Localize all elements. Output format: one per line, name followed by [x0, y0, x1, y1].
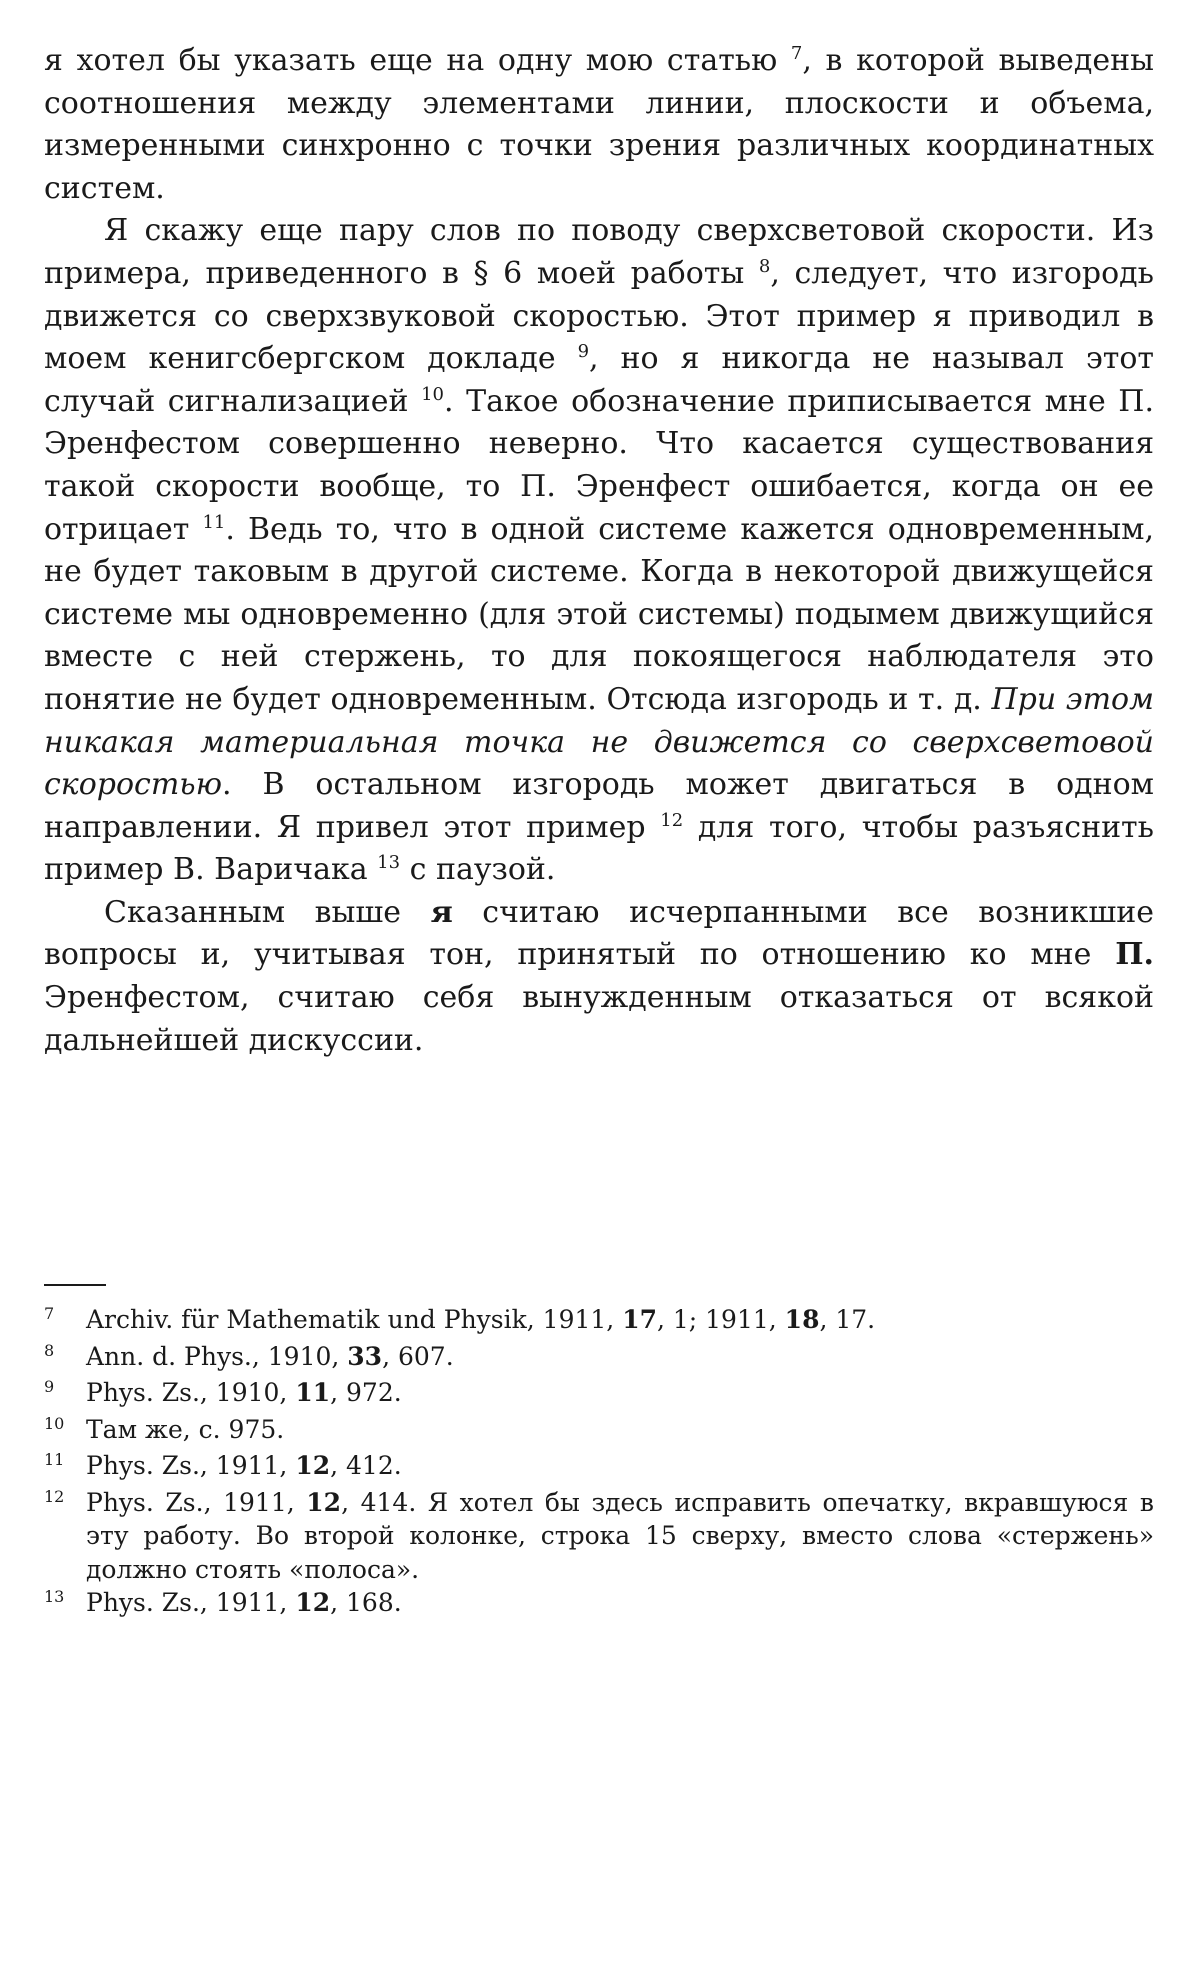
volume-number: 12	[295, 1588, 331, 1617]
footnote-13	[44, 1586, 1154, 1623]
footnote-ref-10[interactable]: 10	[421, 383, 444, 405]
volume-number: 33	[347, 1341, 383, 1371]
footnote-11	[44, 1449, 1154, 1486]
footnote-9	[44, 1376, 1154, 1413]
footnote-text	[86, 1340, 1154, 1374]
text-run: с паузой.	[400, 852, 556, 888]
text-run: , 414. Я хотел бы здесь исправить опечатку, вкравшуюся в эту работу. Во второй колонке, строка 15 сверху, вместо слова «стержень» должно стоять «полоса».	[86, 1487, 1155, 1584]
text-run: Archiv. für Mathematik und Physik, 1911,	[86, 1305, 623, 1334]
footnote-number: 7	[44, 1304, 55, 1323]
bold-word: П.	[1115, 937, 1154, 973]
footnote-7	[44, 1303, 1154, 1340]
text-run: . Ведь то, что в одной системе кажется одновременным, не будет таковым в другой системе. Когда в некоторой движущейся системе мы одновременно (для этой системы) подымем движущийся вместе с ней стержень, то для покоящегося наблюдателя это понятие не будет одновременным. Отсюда изгородь и т. д.	[44, 511, 1154, 717]
paragraph-1	[44, 40, 1154, 210]
text-run: , 972.	[330, 1378, 402, 1407]
text-run: , 607.	[382, 1341, 454, 1371]
footnote-number: 12	[44, 1486, 65, 1506]
footnote-number: 8	[44, 1340, 55, 1360]
text-run: Там же, с. 975.	[86, 1414, 285, 1444]
footnote-ref-11[interactable]: 11	[202, 511, 226, 533]
volume-number: 17	[622, 1305, 657, 1334]
footnote-ref-8[interactable]: 8	[758, 255, 771, 277]
italic-emphasis: При этом никакая материальная точка не движется со сверхсветовой скоростью	[44, 681, 1154, 803]
footnote-10	[44, 1413, 1154, 1450]
text-run: , но я никогда не называл этот случай сигнализацией	[44, 341, 1155, 419]
footnote-text	[86, 1449, 1154, 1483]
page-body	[44, 40, 1154, 1062]
volume-number: 12	[306, 1487, 342, 1517]
text-run: Phys. Zs., 1911,	[86, 1487, 307, 1517]
paragraph-3	[44, 892, 1154, 1062]
footnote-text	[86, 1413, 1154, 1447]
volume-number: 12	[295, 1451, 331, 1480]
footnote-text	[86, 1376, 1154, 1410]
text-run: , 17.	[819, 1305, 876, 1334]
text-run: я хотел бы указать еще на одну мою статью	[44, 43, 791, 78]
volume-number: 11	[295, 1378, 331, 1407]
footnote-number: 10	[44, 1413, 65, 1433]
footnote-number: 11	[44, 1450, 65, 1469]
footnote-ref-12[interactable]: 12	[660, 809, 684, 831]
footnote-ref-9[interactable]: 9	[577, 341, 590, 363]
footnote-separator	[44, 1284, 106, 1286]
text-run: , 168.	[330, 1588, 402, 1617]
text-run: считаю исчерпанными все возникшие вопросы и, учитывая тон, принятый по отношению ко мне	[44, 894, 1154, 973]
text-run: . Такое обозначение приписывается мне П. Эренфестом совершенно неверно. Что касается существования такой скорости вообще, то П. Эренфест ошибается, когда он ее отрицает	[44, 383, 1155, 547]
text-run: , следует, что изгородь движется со сверхзвуковой скоростью. Этот пример я приводил в моем кенигсбергском докладе	[44, 255, 1154, 377]
text-run: , в которой выведены соотношения между элементами линии, плоскости и объема, измеренными синхронно с точки зрения различных координатных систем.	[44, 43, 1154, 206]
text-run: Phys. Zs., 1911,	[86, 1588, 296, 1617]
text-run: Эренфестом, считаю себя вынужденным отказаться от всякой дальнейшей дискуссии.	[44, 980, 1154, 1058]
text-run: , 1; 1911,	[656, 1305, 785, 1334]
footnote-text	[86, 1303, 1154, 1337]
paragraph-2	[44, 210, 1154, 892]
text-run: для того, чтобы разъяснить пример В. Варичака	[44, 809, 1154, 888]
text-run: Phys. Zs., 1910,	[86, 1378, 296, 1407]
footnote-12	[44, 1486, 1154, 1587]
footnote-text	[86, 1486, 1154, 1587]
text-run: , 412.	[330, 1451, 402, 1480]
footnote-ref-7[interactable]: 7	[790, 43, 803, 64]
text-run: Phys. Zs., 1911,	[86, 1451, 296, 1480]
text-run: Я скажу еще пару слов по поводу сверхсветовой скорости. Из примера, приведенного в § 6 моей работы	[44, 213, 1154, 291]
footnote-8	[44, 1340, 1154, 1377]
footnote-number: 13	[44, 1587, 65, 1606]
footnote-text	[86, 1586, 1154, 1620]
footnote-ref-13[interactable]: 13	[377, 852, 401, 874]
text-run: . В остальном изгородь может двигаться в одном направлении. Я привел этот пример	[44, 767, 1154, 845]
volume-number: 18	[784, 1305, 820, 1334]
bold-word: я	[430, 894, 453, 930]
footnote-number: 9	[44, 1377, 55, 1396]
text-run: Ann. d. Phys., 1910,	[86, 1341, 348, 1371]
footnotes	[44, 1303, 1154, 1623]
text-run: Сказанным выше	[104, 894, 431, 930]
